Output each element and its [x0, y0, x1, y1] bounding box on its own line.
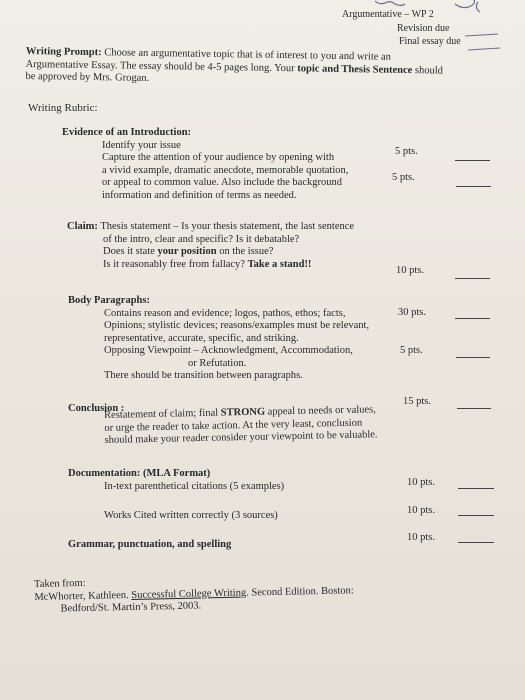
documentation-score-line-1 — [458, 488, 494, 489]
intro-line-4: or appeal to common value. Also include the background — [102, 177, 342, 188]
prompt-line-1: Choose an argumentative topic that is of interest to you and write an — [104, 47, 392, 63]
source-section — [34, 572, 354, 616]
intro-points-2: 5 pts. — [392, 172, 415, 183]
grammar-heading: Grammar, punctuation, and spelling — [68, 539, 232, 550]
conclusion-score-line — [457, 408, 491, 409]
body-points-2: 5 pts. — [400, 345, 423, 356]
intro-score-line-1 — [455, 160, 490, 161]
source-book-title: Successful College Writing — [131, 587, 247, 601]
body-score-line-2 — [456, 357, 490, 358]
body-line-5: or Refutation. — [188, 357, 247, 369]
grammar-score-line — [458, 542, 494, 543]
prompt-line-2c: should — [412, 64, 444, 77]
intro-line-3: a vivid example, dramatic anecdote, memorable quotation, — [102, 164, 349, 176]
body-line-3: representative, accurate, specific, and striking. — [104, 332, 299, 344]
documentation-heading: Documentation: (MLA Format) — [68, 468, 211, 479]
claim-line-3c: on the issue? — [216, 246, 274, 257]
claim-line-1: Thesis statement – Is your thesis statement, the last sentence — [97, 221, 355, 232]
conclusion-line-2: or urge the reader to take action. At the very least, conclusion — [104, 417, 363, 434]
claim-points: 10 pts. — [396, 265, 425, 276]
source-line-1a: McWhorter, Kathleen. — [34, 589, 132, 603]
documentation-points-1: 10 pts. — [407, 477, 436, 488]
conclusion-points: 15 pts. — [403, 396, 432, 407]
claim-heading: Claim: — [67, 221, 98, 232]
intro-line-1: Identify your issue — [102, 139, 181, 151]
claim-line-4a: Is it reasonably free from fallacy? — [103, 258, 248, 270]
source-line-2: Bedford/St. Martin’s Press, 2003. — [60, 600, 202, 615]
conclusion-line-1b: STRONG — [220, 406, 266, 419]
conclusion-line-1c: appeal to needs or values, — [264, 404, 376, 418]
documentation-line-1: In-text parenthetical citations (5 examples) — [104, 480, 285, 492]
body-line-2: Opinions; stylistic devices; reasons/examples must be relevant, — [104, 320, 370, 331]
body-points-1: 30 pts. — [398, 307, 427, 318]
claim-line-4b: Take a stand!! — [247, 258, 312, 270]
prompt-label: Writing Prompt: — [25, 46, 102, 59]
intro-line-2: Capture the attention of your audience by opening with — [102, 152, 335, 163]
intro-heading: Evidence of an Introduction: — [62, 127, 192, 138]
documentation-line-2: Works Cited written correctly (3 sources) — [104, 510, 278, 521]
claim-line-3a: Does it state — [103, 246, 158, 257]
body-section — [68, 295, 369, 383]
source-line-1c: . Second Edition. Boston: — [246, 584, 354, 599]
body-line-6: There should be transition between paragraphs. — [104, 370, 303, 381]
conclusion-line-3: should make your reader consider your viewpoint to be valuable. — [104, 429, 378, 446]
documentation-points-2: 10 pts. — [407, 505, 436, 516]
grammar-points: 10 pts. — [407, 532, 436, 543]
rubric-title: Writing Rubric: — [28, 102, 98, 114]
claim-line-2: of the intro, clear and specific? Is it debatable? — [103, 233, 300, 245]
intro-score-line-2 — [456, 186, 491, 187]
body-heading: Body Paragraphs: — [68, 295, 150, 306]
final-due-label: Final essay due — [399, 36, 461, 47]
body-score-line-1 — [455, 318, 490, 319]
body-line-4: Opposing Viewpoint – Acknowledgment, Accommodation, — [104, 345, 353, 356]
revision-due-label: Revision due — [397, 23, 450, 34]
conclusion-heading: Conclusion : — [68, 403, 125, 414]
prompt-line-2b: topic and Thesis Sentence — [297, 62, 413, 76]
conclusion-body — [104, 404, 378, 447]
claim-line-3b: your position — [157, 246, 217, 257]
intro-section — [62, 127, 348, 202]
assignment-label: Argumentative – WP 2 — [342, 9, 434, 20]
intro-points-1: 5 pts. — [395, 146, 418, 157]
claim-section — [67, 221, 354, 271]
intro-line-5: information and definition of terms as needed. — [102, 189, 297, 201]
documentation-score-line-2 — [458, 515, 494, 516]
prompt-line-3: be approved by Mrs. Grogan. — [25, 70, 150, 84]
documentation-section — [68, 468, 284, 493]
writing-prompt — [25, 46, 443, 90]
prompt-line-2a: Argumentative Essay. The essay should be 4-5 pages long. Your — [25, 58, 298, 74]
source-label: Taken from: — [34, 577, 86, 590]
conclusion-line-1a: Restatement of claim; final — [104, 407, 221, 421]
claim-score-line — [455, 278, 490, 279]
body-line-1: Contains reason and evidence; logos, pathos, ethos; facts, — [104, 307, 346, 319]
